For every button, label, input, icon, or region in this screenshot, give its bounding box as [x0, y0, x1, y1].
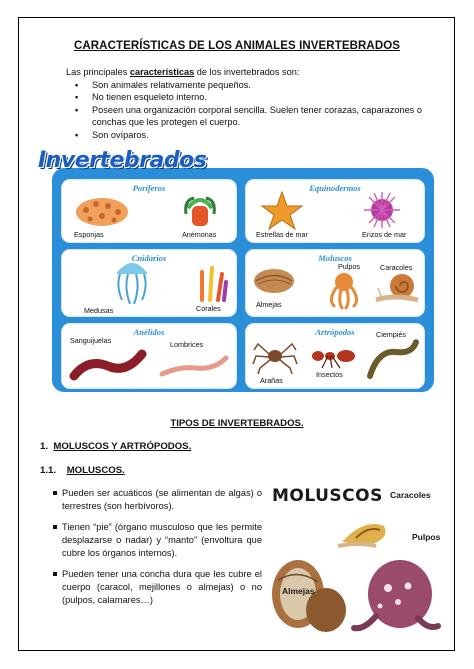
card-heading: Poríferos — [132, 183, 166, 193]
card-cnidarios — [62, 250, 236, 316]
document-title: CARACTERÍSTICAS DE LOS ANIMALES INVERTEBRADOS — [73, 40, 401, 52]
label-lombrices: Lombrices — [170, 340, 204, 349]
heading-1: 1. MOLUSCOS Y ARTRÓPODOS. — [40, 441, 192, 452]
jellyfish-icon — [112, 256, 152, 306]
label-sanguijuelas: Sanguijuelas — [70, 336, 112, 345]
label-almejas: Almejas — [256, 300, 282, 309]
centipede-icon — [364, 338, 420, 380]
label-anemonas: Anémonas — [182, 230, 217, 239]
coral-icon — [194, 262, 230, 302]
label-erizos-de-mar: Erizos de mar — [362, 230, 407, 239]
list-item: • No tienen esqueleto interno. — [92, 91, 426, 104]
paragraph-moluscos-3: Pueden tener una concha dura que les cubre el cuerpo (caracol, mejillones o almejas) o no (pulpos, calamares…) — [62, 568, 262, 606]
snail-icon — [374, 270, 420, 306]
label-ciempies: Ciempiés — [376, 330, 406, 339]
paragraph-moluscos-2: Tienen “pie” (órgano musculoso que les permite desplazarse o nadar) y “manto” (envoltura que cubre los órganos internos). — [62, 521, 262, 559]
card-moluscos — [246, 250, 424, 316]
mollusks-picture-icon — [268, 498, 444, 636]
spider-icon — [252, 334, 298, 374]
label-pulpos: Pulpos — [412, 532, 441, 542]
section-title-tipos: TIPOS DE INVERTEBRADOS. — [170, 418, 304, 429]
invertebrados-infographic — [38, 148, 434, 394]
label-estrellas-de-mar: Estrellas de mar — [256, 230, 308, 239]
intro-list — [66, 79, 426, 142]
label-corales: Corales — [196, 304, 221, 313]
square-bullet — [53, 491, 57, 495]
paragraph-moluscos-1: Pueden ser acuáticos (se alimentan de algas) o terrestres (son herbívoros). — [62, 487, 262, 513]
label-pulpos: Pulpos — [338, 262, 360, 271]
anemone-icon — [180, 192, 220, 230]
ant-icon — [308, 342, 358, 370]
card-equinodermos — [246, 180, 424, 242]
leech-icon — [68, 348, 148, 382]
keyword-caracteristicas: características — [129, 67, 195, 77]
card-artropodos — [246, 324, 424, 388]
label-caracoles: Caracoles — [380, 263, 413, 272]
label-esponjas: Esponjas — [74, 230, 104, 239]
square-bullet — [53, 525, 57, 529]
intro-block — [66, 66, 426, 142]
earthworm-icon — [158, 352, 230, 380]
label-insectos: Insectos — [316, 370, 343, 379]
card-heading: Artrópodos — [315, 327, 355, 337]
heading-1-1: 1.1. MOLUSCOS. — [40, 465, 125, 476]
label-aranas: Arañas — [260, 376, 283, 385]
starfish-icon — [260, 190, 304, 230]
card-anelidos — [62, 324, 236, 388]
infographic-title: Invertebrados — [38, 148, 207, 173]
octopus-icon — [324, 270, 364, 310]
card-heading: Equinodermos — [309, 183, 361, 193]
card-heading: Anélidos — [133, 327, 165, 337]
card-poriferos — [62, 180, 236, 242]
intro-lead: Las principales características de los invertebrados son: — [66, 67, 300, 77]
moluscos-illustration — [268, 478, 444, 636]
clam-icon — [252, 266, 296, 296]
card-heading: Cnidarios — [131, 253, 167, 263]
label-caracoles: Caracoles — [390, 490, 431, 500]
sea-urchin-icon — [360, 190, 404, 230]
square-bullet — [53, 572, 57, 576]
label-medusas: Medusas — [84, 306, 114, 315]
moluscos-image-title: MOLUSCOS — [272, 486, 383, 506]
label-almejas: Almejas — [282, 586, 315, 596]
list-item: • Poseen una organización corporal sencilla. Suelen tener corazas, caparazones o conchas que les protegen el cuerpo. — [92, 104, 426, 129]
sponge-icon — [72, 192, 132, 228]
list-item: • Son ovíparos. — [92, 129, 426, 142]
card-heading: Moluscos — [318, 253, 352, 263]
list-item: • Son animales relativamente pequeños. — [92, 79, 426, 92]
